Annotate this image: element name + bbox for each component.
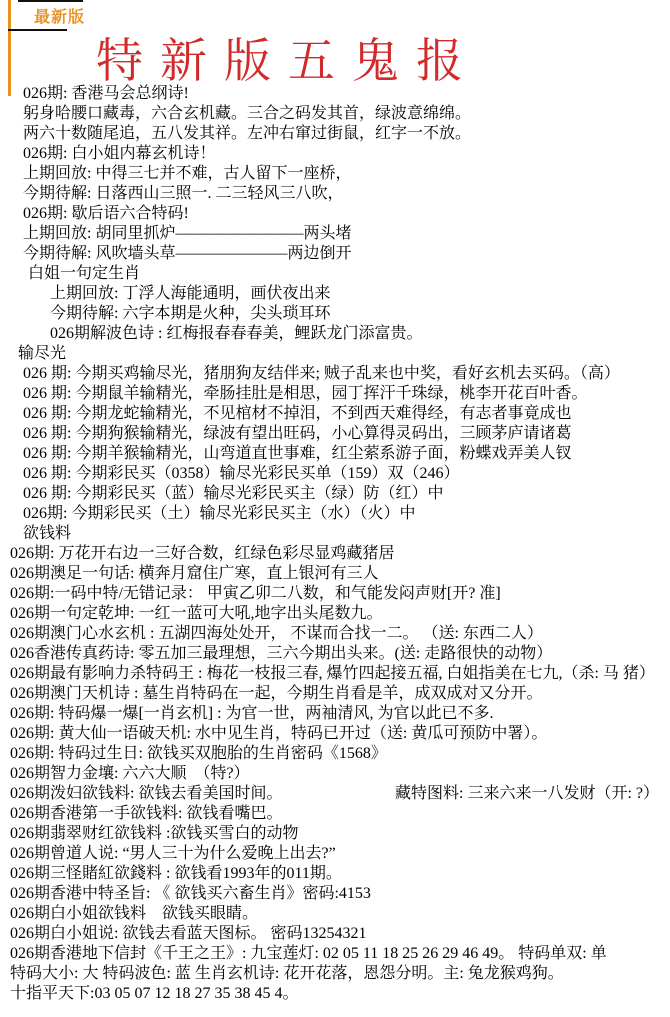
line-text: 026期: 特码过生日: 欲钱买双胞胎的生肖密码《1568》 bbox=[10, 745, 387, 762]
line-text: 上期回放: 丁浮人海能通明，画伏夜出来 bbox=[50, 285, 331, 302]
line-text: 上期回放: 中得三七并不难，古人留下一座桥， bbox=[23, 165, 352, 182]
line-text: 白姐一句定生肖 bbox=[28, 265, 141, 282]
line-text: 026期: 白小姐内幕玄机诗！ bbox=[23, 145, 216, 162]
text-line bbox=[0, 924, 670, 944]
text-line bbox=[0, 704, 670, 724]
text-line bbox=[0, 684, 670, 704]
text-line bbox=[0, 124, 670, 144]
text-line bbox=[0, 444, 670, 464]
text-line bbox=[0, 484, 670, 504]
line-text: 026期香港第一手欲钱料: 欲钱看嘴巴。 bbox=[10, 805, 283, 822]
line-text: 026 期: 今期龙蛇输精光，不见棺材不掉泪，不到西天难得经，有志者事竟成也 bbox=[23, 405, 572, 422]
text-line bbox=[0, 464, 670, 484]
text-line bbox=[0, 944, 670, 964]
top-rule bbox=[18, 0, 83, 2]
line-text: 026期澳门天机诗 : 墓生肖特码在一起，今期生肖看是羊，成双成对又分开。 bbox=[10, 685, 543, 702]
text-line bbox=[0, 524, 670, 544]
text-line bbox=[0, 784, 670, 804]
text-line bbox=[0, 904, 670, 924]
text-line bbox=[0, 164, 670, 184]
latest-version-badge: 最新版 bbox=[34, 9, 86, 26]
page-title: 特新版五鬼报 bbox=[96, 36, 480, 88]
line-text: 今期待解: 六字本期是火种，尖头琐耳环 bbox=[50, 305, 331, 322]
text-line bbox=[0, 864, 670, 884]
text-line bbox=[0, 84, 670, 104]
line-text: 026期三怪賭紅欲錢料 : 欲钱看1993年的011期。 bbox=[10, 865, 342, 882]
line-text: 026 期: 今期彩民买（0358）输尽光彩民买单（159）双（246） bbox=[23, 465, 460, 482]
text-line bbox=[0, 584, 670, 604]
line-text: 026期最有影响力杀特码王 : 梅花一枝报三春, 爆竹四起接五福, 白姐指美在七九,（杀: 马 猪） bbox=[10, 665, 655, 682]
line-text: 026期: 万花开右边一三好合数，红绿色彩尽显鸡藏猪居 bbox=[10, 545, 395, 562]
line-text: 026期: 黄大仙一语破天机: 水中见生肖，特码已开过（送: 黄瓜可预防中署）。 bbox=[10, 725, 548, 742]
line-text: 026期白小姐欲钱料 欲钱买眼睛。 bbox=[10, 905, 259, 922]
line-text: 026期:一码中特/无错记录： 甲寅乙卯二八数，和气能发闷声财[开? 准] bbox=[10, 585, 501, 602]
text-line bbox=[0, 204, 670, 224]
text-line bbox=[0, 744, 670, 764]
line-text: 026期: 特码爆一爆[一肖玄机] : 为官一世，两袖清风, 为官以此已不多. bbox=[10, 705, 494, 722]
text-line bbox=[0, 804, 670, 824]
line-text: 026 期: 今期羊猴输精光，山弯道直世事难，红尘萦系游子面，粉蝶戏弄美人钗 bbox=[23, 445, 572, 462]
text-line bbox=[0, 244, 670, 264]
text-line bbox=[0, 404, 670, 424]
line-text: 026期澳足一句话: 横奔月窟住广寒，直上银河有三人 bbox=[10, 565, 379, 582]
line-text: 026期: 今期彩民买（土）输尽光彩民买主（水）（火）中 bbox=[23, 505, 416, 522]
text-line bbox=[0, 884, 670, 904]
line-text: 026 期: 今期买鸡输尽光，猪朋狗友结伴来; 贼子乱来也中奖，看好玄机去买码。（高） bbox=[23, 365, 620, 382]
text-line bbox=[0, 544, 670, 564]
line-text: 026期香港中特圣旨: 《 欲钱买六畜生肖》密码:4153 bbox=[10, 885, 371, 902]
text-line bbox=[0, 304, 670, 324]
badge-underline bbox=[8, 29, 67, 31]
line-text: 026 期: 今期彩民买（蓝）输尽光彩民买主（绿）防（红）中 bbox=[23, 485, 444, 502]
text-line bbox=[0, 344, 670, 364]
line-text: 今期待解: 日落西山三照一. 二三轻风三八吹， bbox=[23, 185, 344, 202]
text-line bbox=[0, 564, 670, 584]
text-line bbox=[0, 224, 670, 244]
line-text: 十指平天下:03 05 07 12 18 27 35 38 45 4。 bbox=[10, 985, 299, 1002]
text-line bbox=[0, 644, 670, 664]
line-text: 026香港传真药诗: 零五加三最理想，三六今期出头来。(送: 走路很快的动物） bbox=[10, 645, 553, 662]
line-text: 026期澳门心水玄机 : 五湖四海处处开， 不谋而合找一二。 （送: 东西二人） bbox=[10, 625, 543, 642]
line-text: 026期: 歇后语六合特码! bbox=[23, 205, 189, 222]
line-text: 026期白小姐说: 欲钱去看蓝天图标。 密码13254321 bbox=[10, 925, 367, 942]
line-text: 躬身哈腰口藏毒，六合玄机藏。三合之码发其首，绿波意绵绵。 bbox=[23, 105, 472, 122]
text-line bbox=[0, 184, 670, 204]
text-line bbox=[0, 724, 670, 744]
line-text: 上期回放: 胡同里抓炉————————两头堵 bbox=[23, 225, 352, 242]
line-text: 026期一句定乾坤: 一红一蓝可大吼,地字出头尾数九。 bbox=[10, 605, 383, 622]
text-line bbox=[0, 284, 670, 304]
line-text: 026期泼妇欲钱料: 欲钱去看美国时间。 bbox=[10, 785, 283, 802]
text-line bbox=[0, 844, 670, 864]
text-line bbox=[0, 624, 670, 644]
text-line bbox=[0, 104, 670, 124]
line-text: 欲钱料 bbox=[23, 525, 72, 542]
text-line bbox=[0, 324, 670, 344]
line-text: 两六十数随尾追，五八发其祥。左冲右窜过街鼠，红字一不放。 bbox=[23, 125, 472, 142]
left-accent-bar bbox=[8, 0, 11, 96]
text-line bbox=[0, 824, 670, 844]
line-text: 026期翡翠财红欲钱料 :欲钱买雪白的动物 bbox=[10, 825, 299, 842]
text-line bbox=[0, 984, 670, 1004]
line-text: 026 期: 今期鼠羊输精光，牵肠挂肚是相思，园丁挥汗千珠绿，桃李开花百叶香。 bbox=[23, 385, 588, 402]
text-line bbox=[0, 764, 670, 784]
text-line bbox=[0, 964, 670, 984]
text-line bbox=[0, 664, 670, 684]
text-line bbox=[0, 364, 670, 384]
text-line bbox=[0, 144, 670, 164]
line-text: 026 期: 今期狗猴输精光，绿波有望出旺码，小心算得灵码出，三顾茅庐请诸葛 bbox=[23, 425, 572, 442]
line-right-text: 藏特图料: 三来六来一八发财（开: ?） bbox=[395, 785, 659, 802]
text-line bbox=[0, 424, 670, 444]
line-text: 今期待解: 风吹墙头草———————两边倒开 bbox=[23, 245, 352, 262]
line-text: 026期香港地下信封《千王之王》: 九宝莲灯: 02 05 11 18 25 26 29 46 49。 特码单双: 单 bbox=[10, 945, 607, 962]
text-line bbox=[0, 384, 670, 404]
line-text: 特码大小: 大 特码波色: 蓝 生肖玄机诗: 花开花落，恩怨分明。主: 兔龙猴鸡狗。 bbox=[10, 965, 564, 982]
line-text: 输尽光 bbox=[18, 345, 67, 362]
text-line bbox=[0, 604, 670, 624]
line-text: 026期: 香港马会总纲诗! bbox=[23, 85, 189, 102]
line-text: 026期曾道人说: “男人三十为什么爱晚上出去?” bbox=[10, 845, 336, 862]
line-text: 026期智力金壤: 六六大顺 （特?） bbox=[10, 765, 250, 782]
content-lines bbox=[0, 84, 670, 1004]
text-line bbox=[0, 504, 670, 524]
line-text: 026期解波色诗 : 红梅报春春春美，鲤跃龙门添富贵。 bbox=[50, 325, 423, 342]
text-line bbox=[0, 264, 670, 284]
